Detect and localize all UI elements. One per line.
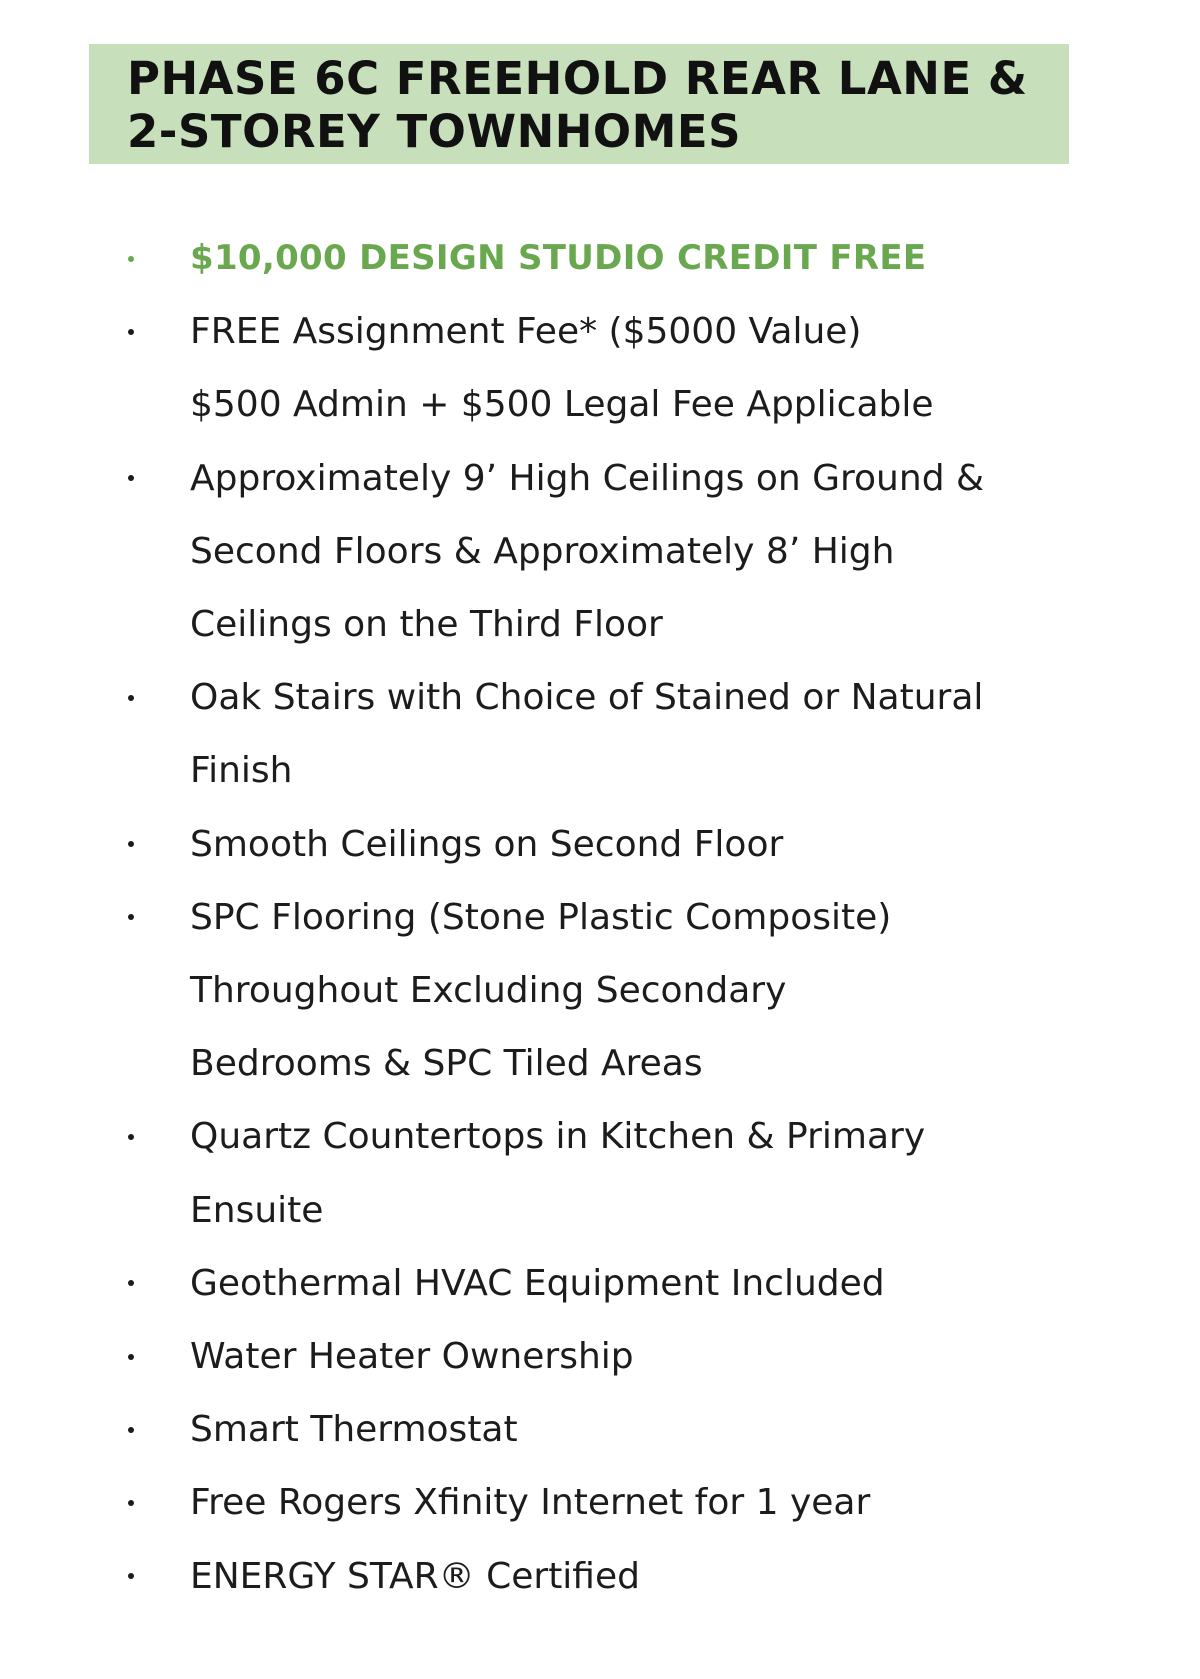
list-item-text: Smart Thermostat <box>190 1409 518 1451</box>
bullet-icon <box>126 1393 136 1466</box>
bullet-icon <box>126 442 136 515</box>
list-item <box>0 881 1200 954</box>
list-item <box>0 1466 1200 1539</box>
list-item-text: Approximately 9’ High Ceilings on Ground & <box>190 457 985 499</box>
list-item <box>0 1540 1200 1613</box>
list-item-text: Second Floors & Approximately 8’ High <box>190 530 895 572</box>
bullet-icon <box>126 222 136 295</box>
list-item-continuation <box>0 588 1200 661</box>
list-item-text: $500 Admin + $500 Legal Fee Applicable <box>190 384 934 426</box>
list-item <box>0 1100 1200 1173</box>
list-item-text: Smooth Ceilings on Second Floor <box>190 823 784 865</box>
bullet-icon <box>126 1540 136 1613</box>
list-item-text: ENERGY STAR® Certified <box>190 1555 640 1597</box>
list-item <box>0 1320 1200 1393</box>
bullet-icon <box>126 661 136 734</box>
list-item-text: Water Heater Ownership <box>190 1336 634 1377</box>
list-item-continuation <box>0 515 1200 588</box>
list-item <box>0 808 1200 881</box>
list-item-continuation <box>0 954 1200 1027</box>
list-item <box>0 442 1200 515</box>
bullet-icon <box>126 881 136 954</box>
list-item-text: Oak Stairs with Choice of Stained or Natural <box>190 677 984 719</box>
list-item <box>0 295 1200 368</box>
list-item-text: Ensuite <box>190 1189 324 1231</box>
header-banner <box>89 44 1069 164</box>
bullet-icon <box>126 1247 136 1320</box>
bullet-icon <box>126 808 136 881</box>
list-item-continuation <box>0 734 1200 807</box>
page-title-line-2: 2-STOREY TOWNHOMES <box>127 105 742 158</box>
list-item-text: Throughout Excluding Secondary <box>190 970 787 1011</box>
bullet-icon <box>126 1100 136 1173</box>
list-item-text: Ceilings on the Third Floor <box>190 604 663 645</box>
list-item-text: Geothermal HVAC Equipment Included <box>190 1262 885 1304</box>
list-item-text: SPC Flooring (Stone Plastic Composite) <box>190 896 892 938</box>
list-item <box>0 661 1200 734</box>
list-item <box>0 1393 1200 1466</box>
highlight-text: $10,000 DESIGN STUDIO CREDIT FREE <box>190 238 927 278</box>
bullet-icon <box>126 295 136 368</box>
page-title <box>127 52 1028 158</box>
list-item <box>0 222 1200 295</box>
list-item-text: Free Rogers Xfinity Internet for 1 year <box>190 1482 871 1524</box>
list-item-continuation <box>0 1027 1200 1100</box>
list-item-text: Quartz Countertops in Kitchen & Primary <box>190 1116 926 1158</box>
page-title-line-1: PHASE 6C FREEHOLD REAR LANE & <box>127 52 1028 105</box>
list-item-continuation <box>0 368 1200 441</box>
list-item-continuation <box>0 1174 1200 1247</box>
bullet-icon <box>126 1320 136 1393</box>
list-item-text: Finish <box>190 750 293 792</box>
bullet-icon <box>126 1466 136 1539</box>
list-item-text: FREE Assignment Fee* ($5000 Value) <box>190 311 862 353</box>
list-item-text: Bedrooms & SPC Tiled Areas <box>190 1043 703 1085</box>
list-item <box>0 1247 1200 1320</box>
